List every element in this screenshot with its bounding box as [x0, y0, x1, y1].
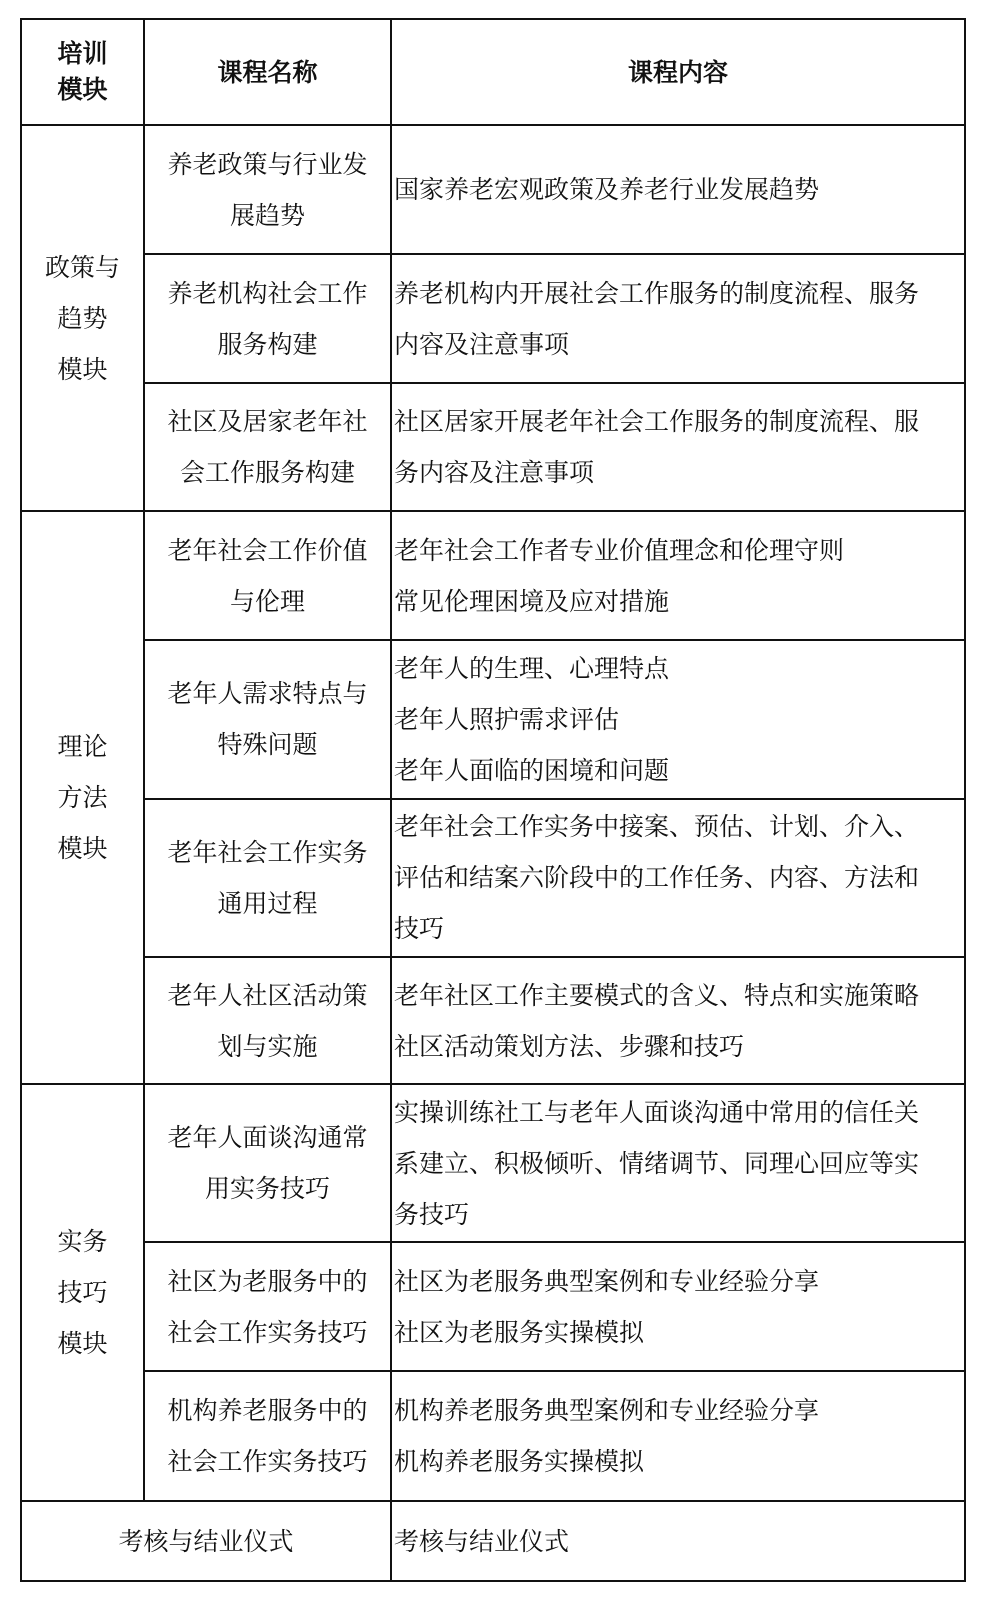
- course-content-cell: [391, 957, 965, 1084]
- table-row: [21, 1242, 965, 1370]
- course-content-line: 养老机构内开展社会工作服务的制度流程、服务: [394, 278, 920, 308]
- course-content-line: 国家养老宏观政策及养老行业发展趋势: [394, 175, 820, 205]
- header-course-name: 课程名称: [144, 19, 391, 125]
- course-content-line: 老年社会工作实务中接案、预估、计划、介入、: [394, 812, 920, 842]
- course-content-line: 老年社区工作主要模式的含义、特点和实施策略: [394, 980, 920, 1010]
- course-content-cell: [391, 1242, 965, 1370]
- course-content-cell: [391, 640, 965, 799]
- course-content-line: 机构养老服务实操模拟: [394, 1447, 645, 1477]
- course-name-line: 社会工作实务技巧: [167, 1447, 368, 1477]
- course-content-cell: [391, 125, 965, 254]
- course-content-line: 实操训练社工与老年人面谈沟通中常用的信任关: [394, 1097, 920, 1127]
- course-name-line: 机构养老服务中的: [167, 1396, 368, 1426]
- course-content-line: 老年人的生理、心理特点: [394, 653, 670, 683]
- course-name-line: 划与实施: [217, 1031, 318, 1061]
- course-content-cell: [391, 383, 965, 511]
- module-line: 方法: [57, 783, 108, 813]
- course-content-cell: [391, 1371, 965, 1502]
- table-row: [21, 254, 965, 382]
- course-content-line: 机构养老服务典型案例和专业经验分享: [394, 1396, 820, 1426]
- course-name-cell: [144, 640, 391, 799]
- header-module-line: 培训: [57, 39, 108, 68]
- course-name-line: 特殊问题: [217, 730, 318, 760]
- course-name-line: 老年人需求特点与: [167, 679, 368, 709]
- course-content-line: 技巧: [394, 914, 445, 944]
- course-name-cell: [144, 511, 391, 639]
- training-course-table: [20, 18, 966, 1582]
- header-course-content: 课程内容: [391, 19, 965, 125]
- course-content-line: 评估和结案六阶段中的工作任务、内容、方法和: [394, 863, 920, 893]
- table-row: [21, 957, 965, 1084]
- module-line: 模块: [57, 1329, 108, 1359]
- module-line: 趋势: [57, 303, 108, 333]
- course-content-cell: [391, 1084, 965, 1242]
- module-line: 实务: [57, 1227, 108, 1257]
- course-content-line: 老年人照护需求评估: [394, 704, 620, 734]
- module-line: 技巧: [57, 1278, 108, 1308]
- header-row: [21, 19, 965, 125]
- course-name-line: 服务构建: [217, 329, 318, 359]
- final-row-content: 考核与结业仪式: [391, 1501, 965, 1581]
- course-content-line: 社区为老服务典型案例和专业经验分享: [394, 1266, 820, 1296]
- module-cell: [21, 511, 144, 1084]
- course-content-line: 务技巧: [394, 1199, 470, 1229]
- course-name-cell: [144, 383, 391, 511]
- course-name-cell: [144, 1084, 391, 1242]
- module-cell: [21, 1084, 144, 1501]
- course-content-line: 系建立、积极倾听、情绪调节、同理心回应等实: [394, 1148, 920, 1178]
- table-row: [21, 383, 965, 511]
- table-row: [21, 640, 965, 799]
- final-row-name: 考核与结业仪式: [21, 1501, 391, 1581]
- module-line: 模块: [57, 354, 108, 384]
- course-name-cell: [144, 1242, 391, 1370]
- course-name-line: 与伦理: [229, 586, 305, 616]
- final-row: [21, 1501, 965, 1581]
- course-name-line: 老年社会工作实务: [167, 837, 368, 867]
- course-name-cell: [144, 1371, 391, 1502]
- module-line: 模块: [57, 834, 108, 864]
- course-content-line: 社区为老服务实操模拟: [394, 1317, 645, 1347]
- course-content-cell: [391, 799, 965, 957]
- course-name-line: 社会工作实务技巧: [167, 1317, 368, 1347]
- course-content-line: 内容及注意事项: [394, 329, 570, 359]
- course-name-line: 社区及居家老年社: [167, 407, 368, 437]
- course-content-line: 常见伦理困境及应对措施: [394, 586, 670, 616]
- course-name-cell: [144, 125, 391, 254]
- course-content-line: 社区居家开展老年社会工作服务的制度流程、服: [394, 407, 920, 437]
- table-row: [21, 511, 965, 639]
- course-content-line: 社区活动策划方法、步骤和技巧: [394, 1031, 745, 1061]
- table-body: [21, 125, 965, 1581]
- course-content-cell: [391, 254, 965, 382]
- course-name-cell: [144, 957, 391, 1084]
- course-content-cell: [391, 511, 965, 639]
- table-row: [21, 1371, 965, 1502]
- table-row: [21, 799, 965, 957]
- course-name-line: 老年社会工作价值: [167, 535, 368, 565]
- course-name-line: 社区为老服务中的: [167, 1266, 368, 1296]
- header-module: [21, 19, 144, 125]
- course-content-line: 务内容及注意事项: [394, 458, 595, 488]
- course-name-line: 老年人社区活动策: [167, 980, 368, 1010]
- module-line: 政策与: [44, 252, 120, 282]
- table-row: [21, 1084, 965, 1242]
- table-row: [21, 125, 965, 254]
- course-name-cell: [144, 799, 391, 957]
- course-name-line: 养老政策与行业发: [167, 149, 368, 179]
- course-content-line: 老年社会工作者专业价值理念和伦理守则: [394, 535, 845, 565]
- course-name-line: 用实务技巧: [204, 1174, 330, 1204]
- module-cell: [21, 125, 144, 511]
- course-name-line: 会工作服务构建: [179, 458, 355, 488]
- course-name-line: 通用过程: [217, 888, 318, 918]
- module-line: 理论: [57, 732, 108, 762]
- course-name-line: 展趋势: [229, 200, 305, 230]
- course-name-line: 养老机构社会工作: [167, 278, 368, 308]
- course-name-line: 老年人面谈沟通常: [167, 1123, 368, 1153]
- course-name-cell: [144, 254, 391, 382]
- header-module-line: 模块: [57, 75, 108, 104]
- course-content-line: 老年人面临的困境和问题: [394, 755, 670, 785]
